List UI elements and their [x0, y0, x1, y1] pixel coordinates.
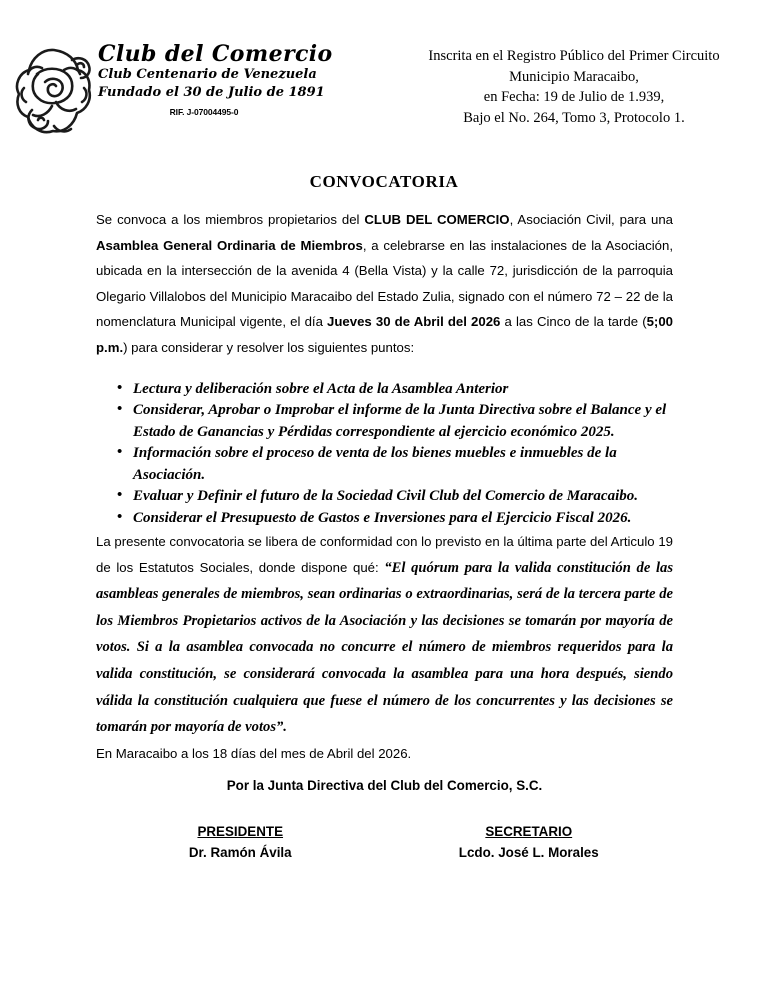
intro-paragraph [96, 207, 673, 361]
club-name-emphasis: CLUB DEL COMERCIO [364, 212, 510, 227]
intro-text-3: , a celebrarse en las instalaciones de la Asociación, ubicada en la intersección de la avenida 4 (Bella Vista) y la calle 72, jurisdicción de la parroquia Olegario Villalobos del Municipio Maracaibo del Estado Zulia, signado con el número 72 – 22 de la nomenclatura Municipal vigente, el día [96, 237, 673, 330]
signature-block [96, 776, 673, 862]
club-subtitle-fundado: Fundado el 30 de Julio de 1891 [98, 85, 325, 100]
list-item: • Lectura y deliberación sobre el Acta de la Asamblea Anterior [96, 379, 673, 401]
place-and-date: En Maracaibo a los 18 días del mes de Abril del 2026. [96, 745, 412, 761]
intro-text-4: a las Cinco de la tarde ( [500, 314, 647, 330]
signatory-president [96, 822, 385, 862]
junta-directiva-line: Por la Junta Directiva del Club del Comercio, S.C. [226, 778, 543, 793]
club-logo [12, 38, 333, 153]
club-monogram-emblem [12, 40, 96, 148]
list-item: • Evaluar y Definir el futuro de la Sociedad Civil Club del Comercio de Maracaibo. [96, 486, 673, 508]
registry-line-1: Inscrita en el Registro Público del Primer Circuito [428, 48, 720, 64]
club-subtitle-centenario: Club Centenario de Venezuela [98, 67, 317, 82]
agenda-list [96, 379, 673, 530]
list-item: • Considerar el Presupuesto de Gastos e Inversiones para el Ejercicio Fiscal 2026. [96, 508, 673, 530]
registry-information [386, 46, 762, 128]
registry-line-2: Municipio Maracaibo, [509, 68, 639, 85]
signatories-row [96, 822, 673, 862]
signatory-role: PRESIDENTE [197, 824, 284, 839]
intro-text-2: , Asociación Civil, para una [509, 212, 673, 227]
intro-text-5: ) para considerar y resolver los siguientes puntos: [123, 339, 415, 355]
signatory-role: SECRETARIO [485, 824, 573, 839]
list-item: • Considerar, Aprobar o Improbar el informe de la Junta Directiva sobre el Balance y el Estado de Ganancias y Pérdidas correspondiente al ejercicio económico 2025. [96, 400, 673, 443]
document-header [0, 38, 768, 153]
club-rif: RIF. J-07004495-0 [169, 107, 239, 117]
club-logo-text [98, 41, 333, 119]
meeting-time-emphasis: 5;00 p.m. [96, 314, 673, 355]
quorum-quote-text: “El quórum para la valida constitución de las asambleas generales de miembros, sean ordinarias o extraordinarias, será de la tercera parte de los Miembros Propietarios activos de la Asociación y las decisiones se tomarán por mayoría de votos. Si a la asamblea convocada no concurre el número de miembros requeridos para la valida constitución, se considerará convocada la asamblea para una hora después, siendo válida la constitución cualquiera que fuese el número de los concurrentes y las decisiones se tomarán por mayoría de votos”. [96, 559, 673, 736]
signatory-name: Lcdo. José L. Morales [458, 845, 599, 860]
registry-line-3: en Fecha: 19 de Julio de 1.939, [483, 89, 665, 105]
quorum-lead-text: La presente convocatoria se libera de conformidad con lo previsto en la última parte del Articulo 19 de los Estatutos Sociales, donde dispone qué: [96, 534, 673, 575]
signatory-secretary [385, 822, 674, 862]
meeting-date-emphasis: Jueves 30 de Abril del 2026 [327, 314, 501, 330]
registry-line-4: Bajo el No. 264, Tomo 3, Protocolo 1. [463, 109, 685, 126]
assembly-type-emphasis: Asamblea General Ordinaria de Miembros [96, 237, 363, 253]
document-body [96, 207, 673, 766]
signatory-name: Dr. Ramón Ávila [188, 845, 292, 860]
page-title: CONVOCATORIA [309, 172, 459, 191]
intro-text-1: Se convoca a los miembros propietarios del [96, 212, 365, 227]
list-item: • Información sobre el proceso de venta de los bienes muebles e inmuebles de la Asociación. [96, 443, 673, 486]
quorum-paragraph [96, 529, 673, 741]
club-name: Club del Comercio [98, 41, 333, 67]
